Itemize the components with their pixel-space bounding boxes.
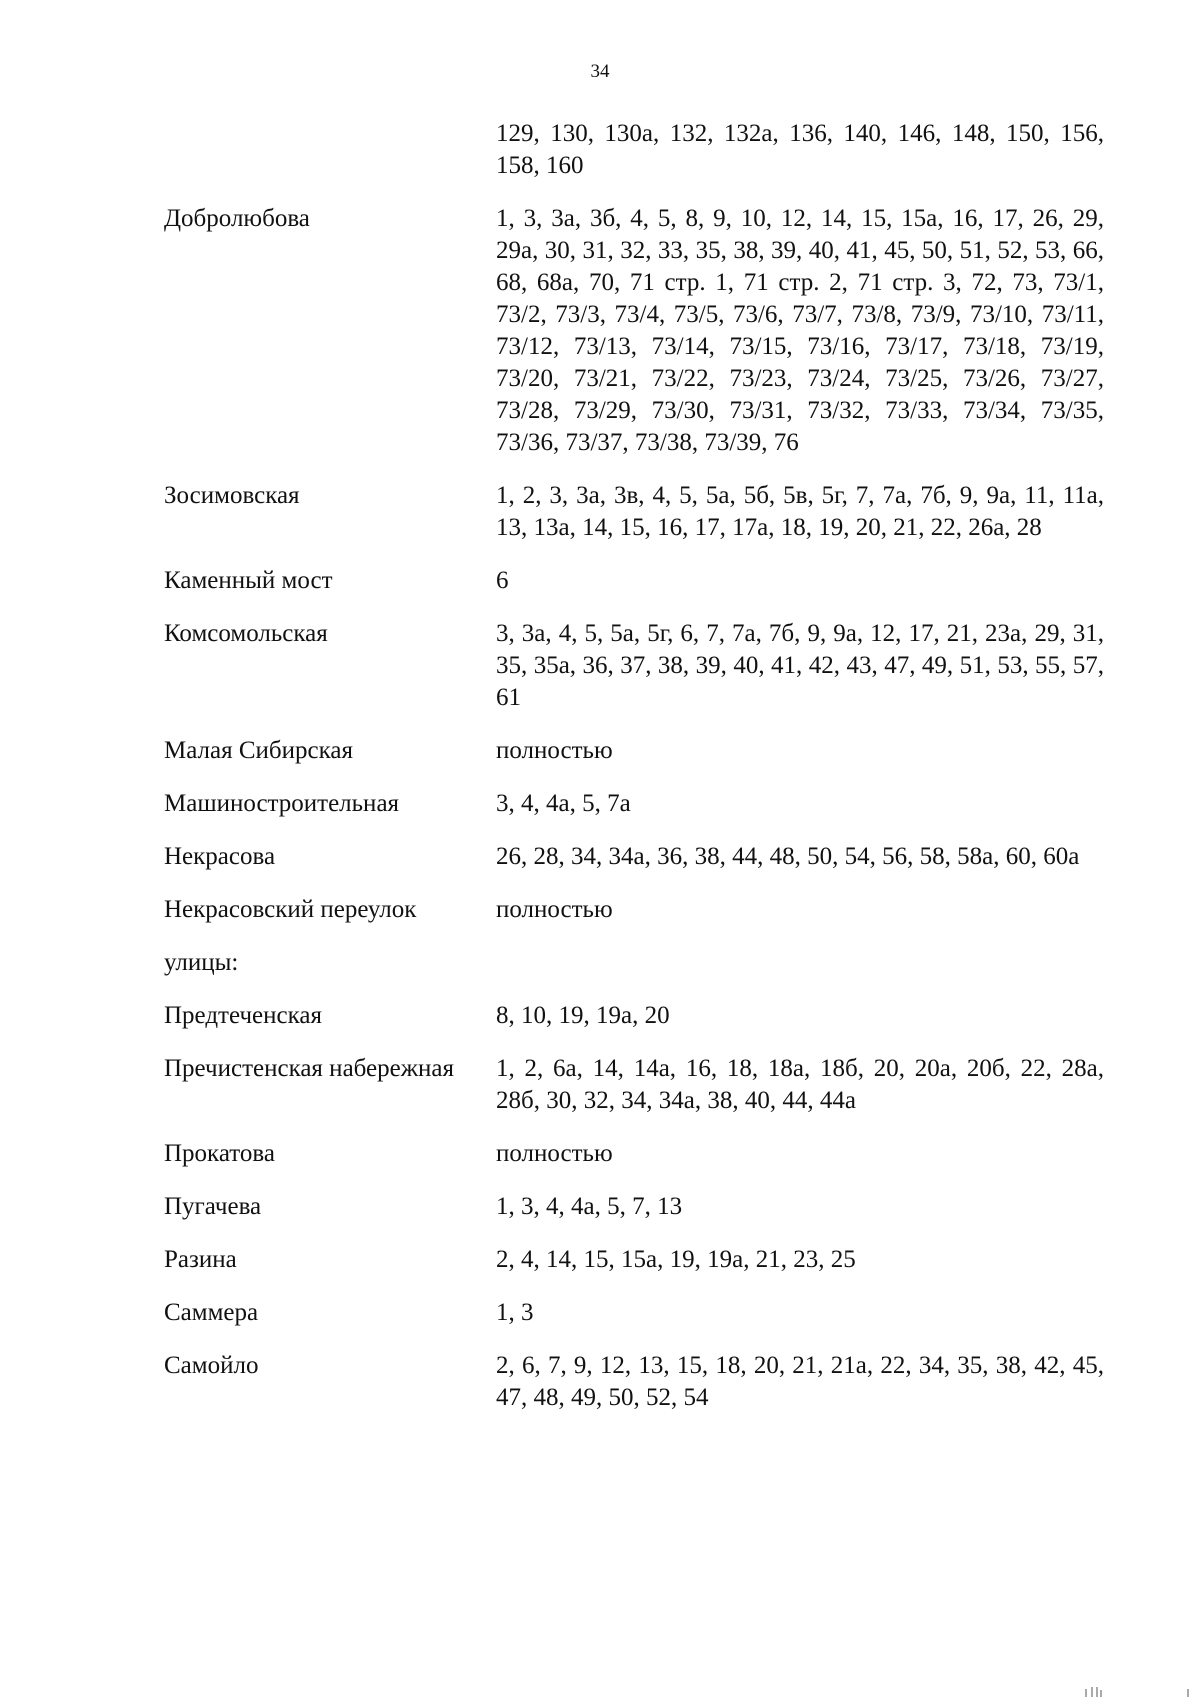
list-item [164,1053,1104,1117]
house-numbers: 1, 3 [496,1299,534,1326]
street-name: Предтеченская [164,1002,322,1029]
house-numbers: 3, 4, 4а, 5, 7а [496,790,631,817]
house-numbers: полностью [496,896,613,923]
house-numbers: 26, 28, 34, 34а, 36, 38, 44, 48, 50, 54, 56, 58, 58а, 60, 60а [496,843,1080,870]
list-item [164,1000,1104,1032]
street-name: Прокатова [164,1140,275,1167]
street-name: Самойло [164,1352,259,1379]
house-numbers: 3, 3а, 4, 5, 5а, 5г, 6, 7, 7а, 7б, 9, 9а, 12, 17, 21, 23а, 29, 31, 35, 35а, 36, 37, 38, 39, 40, 41, 42, 43, 47, 49, 51, 53, 55, 57, 61 [496,620,1104,711]
street-name: Зосимовская [164,482,300,509]
house-numbers: полностью [496,737,613,764]
list-item [164,118,1104,182]
house-numbers: 1, 3, 4, 4а, 5, 7, 13 [496,1193,683,1220]
street-name: Каменный мост [164,567,333,594]
house-numbers: 2, 4, 14, 15, 15а, 19, 19а, 21, 23, 25 [496,1246,856,1273]
list-item [164,1350,1104,1414]
street-name: Некрасовский переулок [164,896,417,923]
scan-marks [1070,1687,1200,1697]
list-item [164,1191,1104,1223]
house-numbers: 8, 10, 19, 19а, 20 [496,1002,670,1029]
list-item [164,735,1104,767]
house-numbers: 2, 6, 7, 9, 12, 13, 15, 18, 20, 21, 21а, 22, 34, 35, 38, 42, 45, 47, 48, 49, 50, 52, 54 [496,1352,1104,1411]
street-name: Добролюбова [164,205,310,232]
street-name: Пречистенская набережная [164,1055,454,1082]
house-numbers: 1, 2, 6а, 14, 14а, 16, 18, 18а, 18б, 20, 20а, 20б, 22, 28а, 28б, 30, 32, 34, 34а, 38, 40, 44, 44а [496,1055,1104,1114]
list-item [164,894,1104,926]
list-item [164,1297,1104,1329]
street-name: Машиностроительная [164,790,400,817]
street-name: Пугачева [164,1193,262,1220]
list-item [164,788,1104,820]
list-item [164,618,1104,714]
list-item [164,565,1104,597]
list-item [164,480,1104,544]
house-numbers: 1, 2, 3, 3а, 3в, 4, 5, 5а, 5б, 5в, 5г, 7, 7а, 7б, 9, 9а, 11, 11а, 13, 13а, 14, 15, 16, 17, 17а, 18, 19, 20, 21, 22, 26а, 28 [496,482,1104,541]
street-name: Разина [164,1246,237,1273]
address-list [164,118,1104,1414]
street-name: Саммера [164,1299,259,1326]
street-name: Некрасова [164,843,276,870]
house-numbers: 129, 130, 130а, 132, 132а, 136, 140, 146, 148, 150, 156, 158, 160 [496,120,1104,179]
house-numbers: 1, 3, 3а, 3б, 4, 5, 8, 9, 10, 12, 14, 15, 15а, 16, 17, 26, 29, 29а, 30, 31, 32, 33, 35, 38, 39, 40, 41, 45, 50, 51, 52, 53, 66, 68, 68а, 70, 71 стр. 1, 71 стр. 2, 71 стр. 3, 72, 73, 73/1, 73/2, 73/3, 73/4, 73/5, 73/6, 73/7, 73/8, 73/9, 73/10, 73/11, 73/12, 73/13, 73/14, 73/15, 73/16, 73/17, 73/18, 73/19, 73/20, 73/21, 73/22, 73/23, 73/24, 73/25, 73/26, 73/27, 73/28, 73/29, 73/30, 73/31, 73/32, 73/33, 73/34, 73/35, 73/36, 73/37, 73/38, 73/39, 76 [496,205,1104,456]
page-number: 34 [590,61,610,82]
list-item [164,841,1104,873]
list-item [164,203,1104,459]
list-item [164,947,1104,979]
house-numbers: 6 [496,567,509,594]
list-item [164,1138,1104,1170]
house-numbers: полностью [496,1140,613,1167]
street-name: Комсомольская [164,620,328,647]
list-item [164,1244,1104,1276]
street-name: улицы: [164,949,239,976]
street-name: Малая Сибирская [164,737,353,764]
